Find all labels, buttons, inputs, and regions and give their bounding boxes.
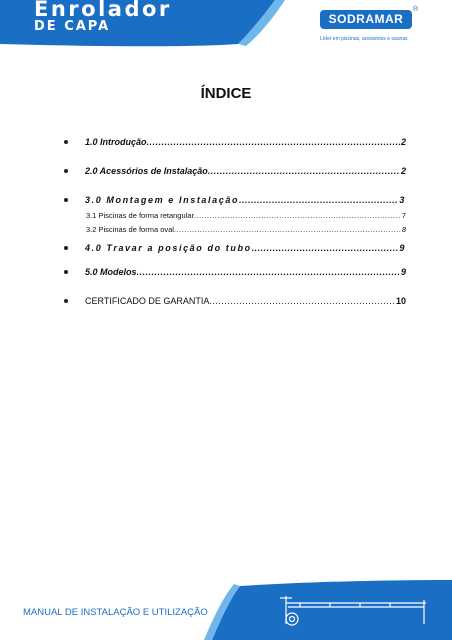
toc-page-number: 2 bbox=[400, 166, 406, 176]
dot-leader bbox=[194, 211, 401, 220]
bullet-icon bbox=[64, 140, 68, 144]
dot-leader bbox=[252, 243, 399, 253]
bullet-icon bbox=[64, 270, 68, 274]
page-footer bbox=[0, 576, 452, 640]
toc-entry-label: 1.0 Introdução bbox=[85, 137, 147, 147]
toc-entry-label: 3.0 Montagem e Instalação bbox=[85, 195, 240, 205]
bullet-icon bbox=[64, 299, 68, 303]
toc-page-number: 2 bbox=[400, 137, 406, 147]
bullet-icon bbox=[64, 198, 68, 202]
dot-leader bbox=[147, 137, 400, 147]
bullet-icon bbox=[64, 246, 68, 250]
registered-mark: ® bbox=[413, 6, 419, 13]
dot-leader bbox=[239, 195, 398, 205]
toc-entry-acessorios[interactable] bbox=[64, 164, 406, 178]
toc-subentry-oval[interactable] bbox=[86, 222, 406, 236]
brand-tagline: Líder em piscinas, acessórios e saunas bbox=[320, 36, 408, 42]
bullet-icon bbox=[64, 169, 68, 173]
toc-entry-certificado[interactable] bbox=[64, 294, 406, 308]
toc-entry-travar[interactable] bbox=[64, 241, 406, 255]
toc-entry-label: 3.2 Piscinas de forma oval bbox=[86, 224, 174, 234]
dot-leader bbox=[208, 166, 400, 176]
dot-leader bbox=[174, 225, 401, 234]
toc-entry-label: 5.0 Modelos bbox=[85, 267, 137, 277]
toc-page-number: 9 bbox=[400, 267, 406, 277]
dot-leader bbox=[209, 296, 395, 306]
toc-entry-montagem[interactable] bbox=[64, 193, 406, 207]
page-header bbox=[0, 0, 452, 62]
toc-entry-label: 2.0 Acessórios de Instalação bbox=[85, 166, 208, 176]
toc-page-number: 10 bbox=[395, 296, 406, 306]
toc-page-number: 7 bbox=[401, 210, 406, 220]
product-subtitle: DE CAPA bbox=[34, 19, 111, 34]
toc-page-number: 3 bbox=[399, 195, 406, 205]
toc-subentry-retangular[interactable] bbox=[86, 208, 406, 222]
toc-entry-label: 4.0 Travar a posição do tubo bbox=[85, 243, 252, 253]
toc-entry-label: 3.1 Piscinas de forma retangular bbox=[86, 210, 194, 220]
toc-entry-modelos[interactable] bbox=[64, 265, 406, 279]
sodramar-logo: SODRAMAR bbox=[320, 10, 412, 29]
toc-page-number: 9 bbox=[399, 243, 406, 253]
footer-manual-label: MANUAL DE INSTALAÇÃO E UTILIZAÇÃO bbox=[23, 607, 208, 618]
product-title: Enrolador bbox=[34, 0, 172, 21]
toc-entry-label: CERTIFICADO DE GARANTIA bbox=[85, 296, 210, 306]
toc-page-number: 8 bbox=[401, 224, 406, 234]
dot-leader bbox=[137, 267, 400, 277]
toc-entry-introducao[interactable] bbox=[64, 135, 406, 149]
index-title: ÍNDICE bbox=[200, 85, 252, 102]
